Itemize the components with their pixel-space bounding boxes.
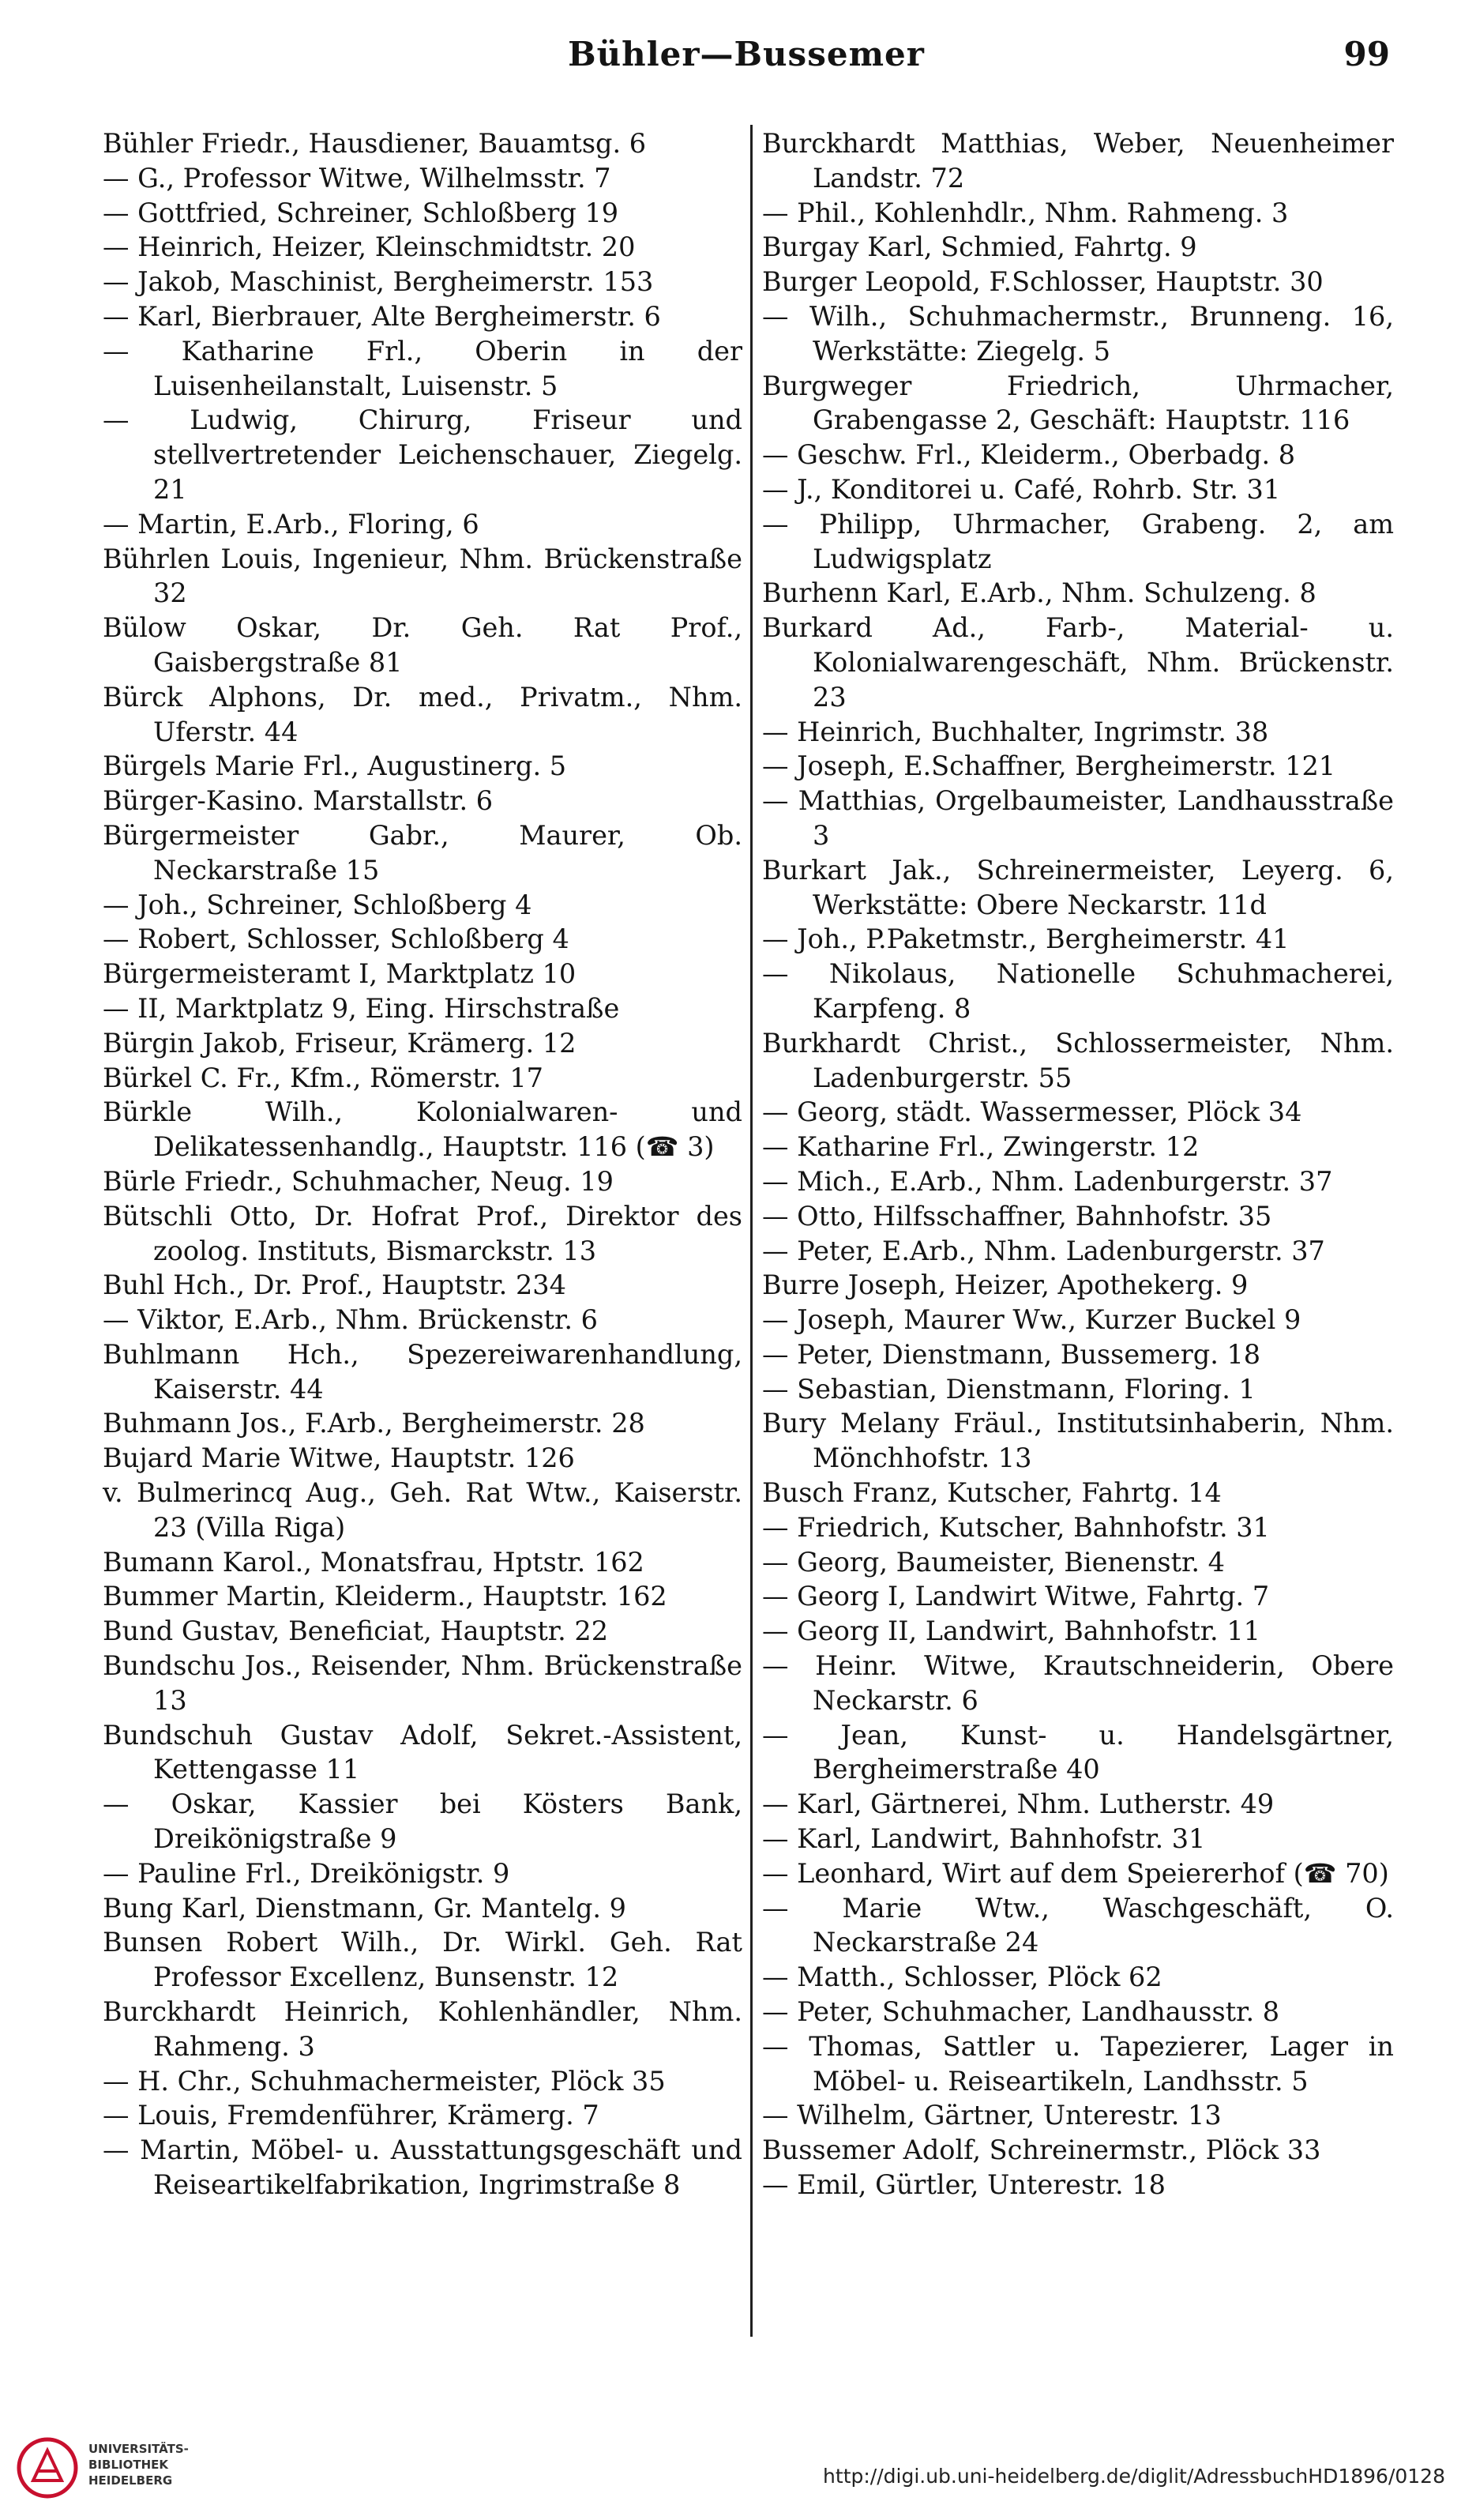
directory-entry: — Georg I, Landwirt Witwe, Fahrtg. 7 bbox=[762, 1581, 1270, 1612]
directory-entry: Bürkle Wilh., Kolonialwaren- und Delikatessenhandlg., Hauptstr. 116 (☎ 3) bbox=[103, 1096, 742, 1163]
directory-entry: — Phil., Kohlenhdlr., Nhm. Rahmeng. 3 bbox=[762, 197, 1289, 228]
source-url[interactable]: http://digi.ub.uni-heidelberg.de/diglit/AdressbuchHD1896/0128 bbox=[823, 2465, 1445, 2488]
directory-entry: — Leonhard, Wirt auf dem Speiererhof (☎ 70) bbox=[762, 1857, 1389, 1889]
directory-entry: — J., Konditorei u. Café, Rohrb. Str. 31 bbox=[762, 473, 1281, 505]
library-seal-icon bbox=[16, 2436, 79, 2499]
directory-entry: Bütschli Otto, Dr. Hofrat Prof., Direktor des zoolog. Instituts, Bismarckstr. 13 bbox=[103, 1200, 742, 1266]
directory-entry: — Katharine Frl., Oberin in der Luisenheilanstalt, Luisenstr. 5 bbox=[103, 335, 742, 401]
directory-entry: Busch Franz, Kutscher, Fahrtg. 14 bbox=[762, 1477, 1222, 1509]
directory-entry: — Georg, städt. Wassermesser, Plöck 34 bbox=[762, 1096, 1302, 1128]
directory-entry: Bung Karl, Dienstmann, Gr. Mantelg. 9 bbox=[103, 1892, 626, 1924]
directory-entry: Buhlmann Hch., Spezereiwarenhandlung, Kaiserstr. 44 bbox=[103, 1338, 742, 1405]
directory-entry: Bülow Oskar, Dr. Geh. Rat Prof., Gaisbergstraße 81 bbox=[103, 612, 742, 678]
page-header bbox=[103, 35, 1390, 90]
directory-entry: — Gottfried, Schreiner, Schloßberg 19 bbox=[103, 197, 619, 228]
directory-entry: Bühler Friedr., Hausdiener, Bauamtsg. 6 bbox=[103, 128, 647, 159]
directory-entry: — Heinrich, Heizer, Kleinschmidtstr. 20 bbox=[103, 231, 636, 263]
directory-entry: — Peter, Schuhmacher, Landhausstr. 8 bbox=[762, 1996, 1280, 2028]
directory-entry: Bummer Martin, Kleiderm., Hauptstr. 162 bbox=[103, 1581, 667, 1612]
directory-entry: — H. Chr., Schuhmachermeister, Plöck 35 bbox=[103, 2065, 666, 2097]
directory-entry: Burgay Karl, Schmied, Fahrtg. 9 bbox=[762, 231, 1197, 263]
directory-entry: — Wilhelm, Gärtner, Unterestr. 13 bbox=[762, 2100, 1222, 2131]
directory-entry: v. Bulmerincq Aug., Geh. Rat Wtw., Kaiserstr. 23 (Villa Riga) bbox=[103, 1477, 742, 1543]
directory-entry: — Marie Wtw., Waschgeschäft, O. Neckarstraße 24 bbox=[762, 1892, 1394, 1958]
directory-entry: — Philipp, Uhrmacher, Grabeng. 2, am Ludwigsplatz bbox=[762, 508, 1394, 574]
directory-entry: — Jean, Kunst- u. Handelsgärtner, Bergheimerstraße 40 bbox=[762, 1719, 1394, 1785]
directory-entry: — Heinr. Witwe, Krautschneiderin, Obere Neckarstr. 6 bbox=[762, 1650, 1394, 1716]
directory-entry: — Thomas, Sattler u. Tapezierer, Lager in Möbel- u. Reiseartikeln, Landhsstr. 5 bbox=[762, 2030, 1394, 2097]
directory-entry: — Sebastian, Dienstmann, Floring. 1 bbox=[762, 1373, 1256, 1405]
directory-entry: Bührlen Louis, Ingenieur, Nhm. Brückenstraße 32 bbox=[103, 543, 742, 609]
directory-entry: — Matthias, Orgelbaumeister, Landhausstraße 3 bbox=[762, 785, 1394, 851]
directory-entry: Buhl Hch., Dr. Prof., Hauptstr. 234 bbox=[103, 1269, 566, 1301]
directory-entry: — Robert, Schlosser, Schloßberg 4 bbox=[103, 923, 569, 955]
directory-entry: — Friedrich, Kutscher, Bahnhofstr. 31 bbox=[762, 1511, 1270, 1543]
directory-entry: Burkart Jak., Schreinermeister, Leyerg. 6, Werkstätte: Obere Neckarstr. 11d bbox=[762, 854, 1394, 920]
directory-entry: — Peter, E.Arb., Nhm. Ladenburgerstr. 37 bbox=[762, 1235, 1325, 1266]
directory-entry: — Emil, Gürtler, Unterestr. 18 bbox=[762, 2169, 1166, 2201]
directory-entry: — Karl, Gärtnerei, Nhm. Lutherstr. 49 bbox=[762, 1788, 1275, 1820]
directory-entry: Bürle Friedr., Schuhmacher, Neug. 19 bbox=[103, 1165, 614, 1197]
column-divider bbox=[750, 125, 753, 2337]
directory-entry: — Matth., Schlosser, Plöck 62 bbox=[762, 1961, 1162, 1993]
directory-entry: — Louis, Fremdenführer, Krämerg. 7 bbox=[103, 2100, 599, 2131]
directory-entry: — Katharine Frl., Zwingerstr. 12 bbox=[762, 1131, 1200, 1163]
directory-entry: Burkard Ad., Farb-, Material- u. Kolonialwarengeschäft, Nhm. Brückenstr. 23 bbox=[762, 612, 1394, 713]
logo-line: UNIVERSITÄTS- bbox=[88, 2442, 189, 2456]
logo-line: HEIDELBERG bbox=[88, 2473, 173, 2488]
directory-entry: Bunsen Robert Wilh., Dr. Wirkl. Geh. Rat Professor Excellenz, Bunsenstr. 12 bbox=[103, 1927, 742, 1993]
directory-entry: Bury Melany Fräul., Institutsinhaberin, Nhm. Mönchhofstr. 13 bbox=[762, 1408, 1394, 1474]
directory-entry: Buhmann Jos., F.Arb., Bergheimerstr. 28 bbox=[103, 1408, 645, 1439]
page-number: 99 bbox=[1343, 35, 1390, 73]
logo-line: BIBLIOTHEK bbox=[88, 2458, 168, 2472]
directory-entry: — Nikolaus, Nationelle Schuhmacherei, Karpfeng. 8 bbox=[762, 958, 1394, 1024]
directory-entry: Bujard Marie Witwe, Hauptstr. 126 bbox=[103, 1442, 575, 1474]
directory-entry: — Karl, Bierbrauer, Alte Bergheimerstr. 6 bbox=[103, 300, 661, 332]
directory-entry: — Viktor, E.Arb., Nhm. Brückenstr. 6 bbox=[103, 1304, 598, 1336]
directory-entry: Burckhardt Heinrich, Kohlenhändler, Nhm. Rahmeng. 3 bbox=[103, 1996, 742, 2062]
directory-entry: — Mich., E.Arb., Nhm. Ladenburgerstr. 37 bbox=[762, 1165, 1333, 1197]
library-logo-text bbox=[88, 2441, 189, 2488]
left-column bbox=[103, 126, 742, 2202]
directory-entry: Bürkel C. Fr., Kfm., Römerstr. 17 bbox=[103, 1062, 544, 1093]
directory-entry: Bürgermeister Gabr., Maurer, Ob. Neckarstraße 15 bbox=[103, 819, 742, 886]
directory-entry: — Joh., Schreiner, Schloßberg 4 bbox=[103, 889, 532, 920]
directory-entry: Burhenn Karl, E.Arb., Nhm. Schulzeng. 8 bbox=[762, 577, 1316, 609]
directory-entry: Burger Leopold, F.Schlosser, Hauptstr. 30 bbox=[762, 266, 1324, 298]
directory-entry: Bumann Karol., Monatsfrau, Hptstr. 162 bbox=[103, 1546, 644, 1578]
directory-entry: Burckhardt Matthias, Weber, Neuenheimer Landstr. 72 bbox=[762, 128, 1394, 194]
directory-entry: — Pauline Frl., Dreikönigstr. 9 bbox=[103, 1857, 510, 1889]
directory-entry: — Karl, Landwirt, Bahnhofstr. 31 bbox=[762, 1823, 1206, 1855]
directory-entry: — Heinrich, Buchhalter, Ingrimstr. 38 bbox=[762, 716, 1269, 747]
directory-entry: — G., Professor Witwe, Wilhelmsstr. 7 bbox=[103, 162, 611, 194]
directory-entry: — Peter, Dienstmann, Bussemerg. 18 bbox=[762, 1338, 1261, 1370]
directory-entry: Bundschu Jos., Reisender, Nhm. Brückenstraße 13 bbox=[103, 1650, 742, 1716]
page-title: Bühler—Bussemer bbox=[568, 35, 925, 73]
directory-entry: Bürgermeisteramt I, Marktplatz 10 bbox=[103, 958, 577, 990]
directory-entry: Bundschuh Gustav Adolf, Sekret.-Assistent, Kettengasse 11 bbox=[103, 1719, 742, 1785]
library-logo bbox=[16, 2433, 205, 2504]
directory-entry: — Georg, Baumeister, Bienenstr. 4 bbox=[762, 1546, 1225, 1578]
directory-entry: — Jakob, Maschinist, Bergheimerstr. 153 bbox=[103, 266, 654, 298]
directory-entry: Bürgels Marie Frl., Augustinerg. 5 bbox=[103, 750, 567, 782]
directory-entry: — Oskar, Kassier bei Kösters Bank, Dreikönigstraße 9 bbox=[103, 1788, 742, 1855]
directory-entry: — Otto, Hilfsschaffner, Bahnhofstr. 35 bbox=[762, 1200, 1272, 1232]
directory-entry: — Joseph, E.Schaffner, Bergheimerstr. 121 bbox=[762, 750, 1336, 782]
directory-entry: Burgweger Friedrich, Uhrmacher, Grabengasse 2, Geschäft: Hauptstr. 116 bbox=[762, 370, 1394, 436]
directory-entry: — Geschw. Frl., Kleiderm., Oberbadg. 8 bbox=[762, 439, 1296, 471]
directory-entry: Bürgin Jakob, Friseur, Krämerg. 12 bbox=[103, 1027, 577, 1059]
directory-entry: — II, Marktplatz 9, Eing. Hirschstraße bbox=[103, 992, 620, 1024]
directory-entry: — Joseph, Maurer Ww., Kurzer Buckel 9 bbox=[762, 1304, 1301, 1336]
directory-entry: Bürger-Kasino. Marstallstr. 6 bbox=[103, 785, 494, 817]
directory-entry: Bussemer Adolf, Schreinermstr., Plöck 33 bbox=[762, 2134, 1321, 2166]
directory-entry: Bund Gustav, Beneficiat, Hauptstr. 22 bbox=[103, 1615, 609, 1647]
directory-entry: — Ludwig, Chirurg, Friseur und stellvertretender Leichenschauer, Ziegelg. 21 bbox=[103, 404, 742, 505]
directory-entry: Burkhardt Christ., Schlossermeister, Nhm. Ladenburgerstr. 55 bbox=[762, 1027, 1394, 1093]
right-column bbox=[762, 126, 1394, 2202]
directory-entry: — Wilh., Schuhmachermstr., Brunneng. 16, Werkstätte: Ziegelg. 5 bbox=[762, 300, 1394, 367]
directory-entry: Bürck Alphons, Dr. med., Privatm., Nhm. Uferstr. 44 bbox=[103, 681, 742, 747]
directory-entry: — Martin, Möbel- u. Ausstattungsgeschäft und Reiseartikelfabrikation, Ingrimstraße 8 bbox=[103, 2134, 742, 2201]
directory-entry: — Martin, E.Arb., Floring, 6 bbox=[103, 508, 479, 540]
directory-entry: Burre Joseph, Heizer, Apothekerg. 9 bbox=[762, 1269, 1249, 1301]
directory-entry: — Joh., P.Paketmstr., Bergheimerstr. 41 bbox=[762, 923, 1290, 955]
directory-entry: — Georg II, Landwirt, Bahnhofstr. 11 bbox=[762, 1615, 1260, 1647]
